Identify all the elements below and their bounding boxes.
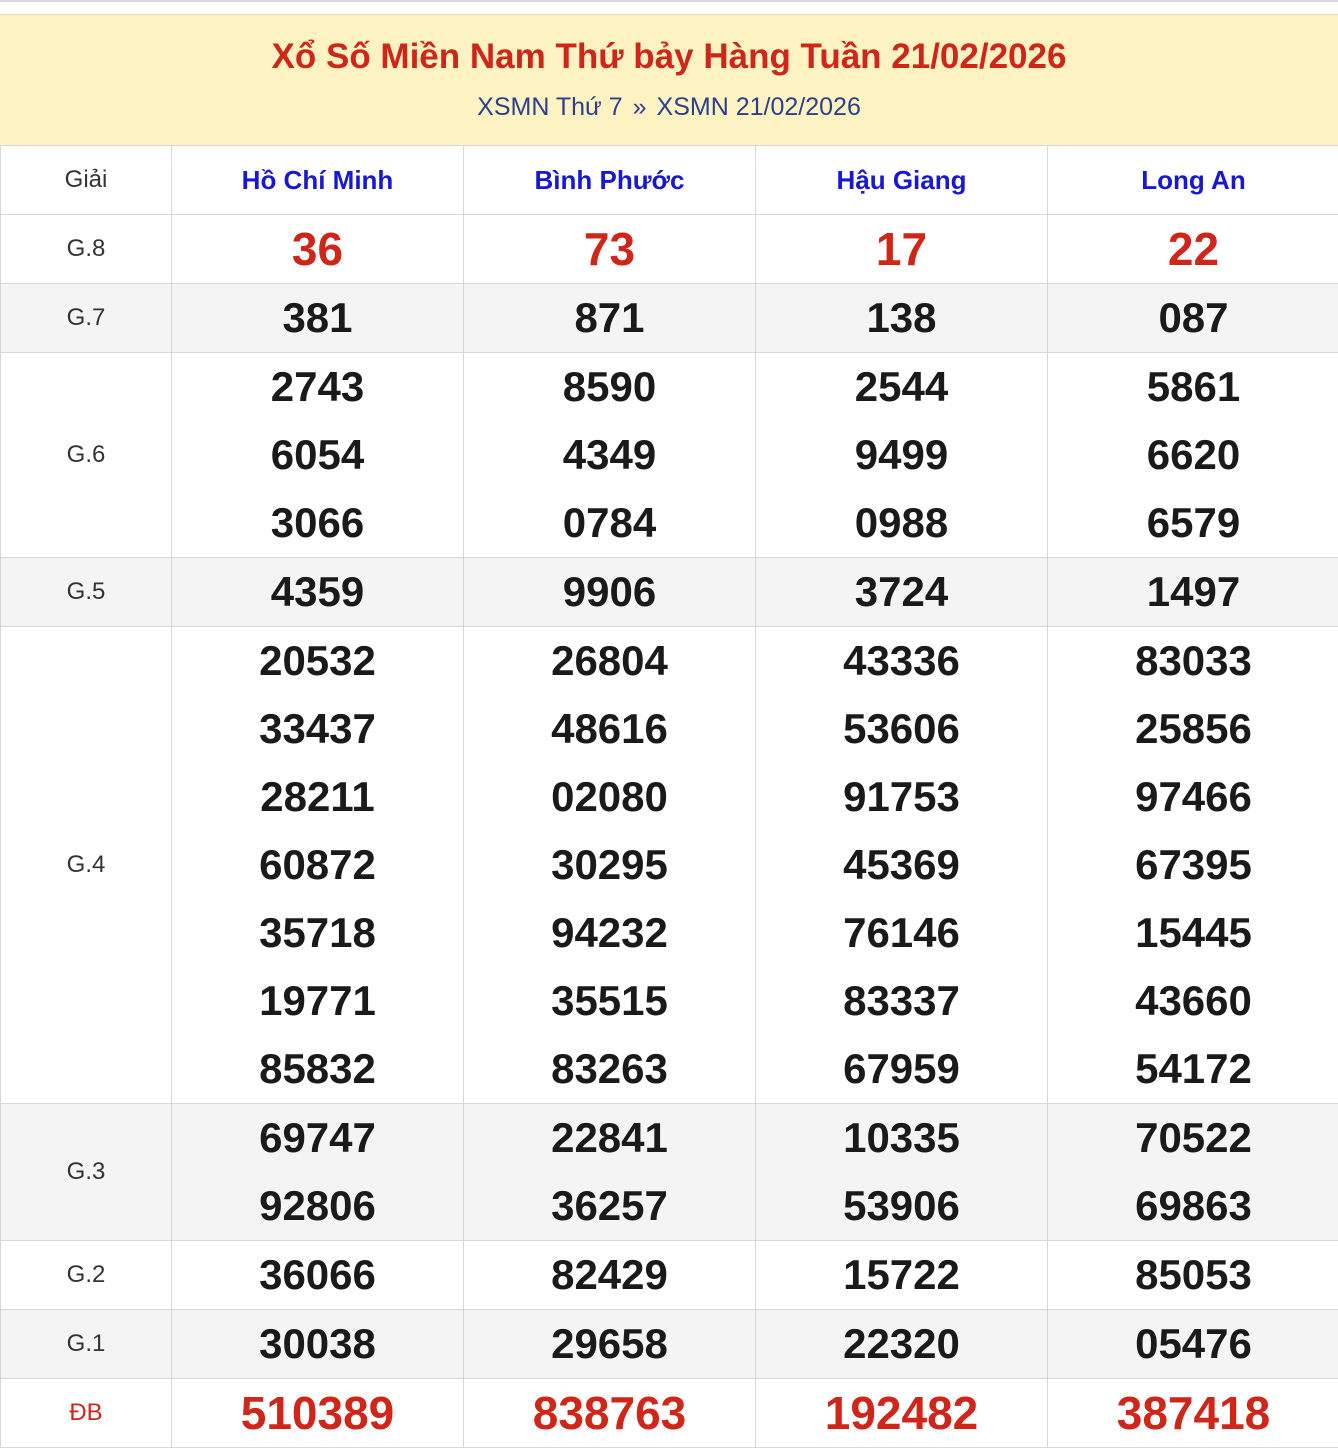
prize-number: 510389: [172, 1379, 463, 1447]
prize-number: 4349: [464, 421, 755, 489]
table-row: [1, 1379, 1338, 1448]
prize-cell: [756, 215, 1048, 284]
prize-number: 36: [172, 215, 463, 283]
page-title: Xổ Số Miền Nam Thứ bảy Hàng Tuần 21/02/2026: [0, 37, 1338, 77]
prize-cell: [756, 1241, 1048, 1310]
prize-number: 192482: [756, 1379, 1047, 1447]
prize-number: 73: [464, 215, 755, 283]
prize-cell: [172, 558, 464, 627]
prize-cell: [172, 215, 464, 284]
prize-number: 30038: [172, 1310, 463, 1378]
prize-cell: [1048, 215, 1338, 284]
prize-number: 28211: [172, 763, 463, 831]
results-table: [0, 145, 1338, 1448]
prize-number: 35718: [172, 899, 463, 967]
prize-number: 838763: [464, 1379, 755, 1447]
prize-cell: [464, 1310, 756, 1379]
prize-number: 82429: [464, 1241, 755, 1309]
prize-number: 22841: [464, 1104, 755, 1172]
prize-cell: [756, 1379, 1048, 1448]
prize-label: G.7: [1, 284, 172, 353]
prize-number: 6579: [1048, 489, 1338, 557]
prize-cell: [464, 353, 756, 558]
prize-number: 25856: [1048, 695, 1338, 763]
prize-label: G.5: [1, 558, 172, 627]
prize-number: 22320: [756, 1310, 1047, 1378]
prize-cell: [172, 284, 464, 353]
prize-cell: [172, 353, 464, 558]
prize-number: 3066: [172, 489, 463, 557]
prize-number: 381: [172, 284, 463, 352]
prize-number: 97466: [1048, 763, 1338, 831]
prize-number: 02080: [464, 763, 755, 831]
column-header-province[interactable]: Bình Phước: [464, 146, 756, 215]
prize-number: 2743: [172, 353, 463, 421]
prize-number: 3724: [756, 558, 1047, 626]
prize-number: 92806: [172, 1172, 463, 1240]
prize-number: 70522: [1048, 1104, 1338, 1172]
prize-number: 8590: [464, 353, 755, 421]
breadcrumb-link-date[interactable]: XSMN 21/02/2026: [657, 93, 861, 121]
prize-cell: [464, 627, 756, 1104]
prize-cell: [464, 558, 756, 627]
prize-number: 2544: [756, 353, 1047, 421]
prize-number: 67959: [756, 1035, 1047, 1103]
prize-cell: [1048, 558, 1338, 627]
prize-label: G.1: [1, 1310, 172, 1379]
prize-cell: [756, 1104, 1048, 1241]
prize-cell: [756, 353, 1048, 558]
prize-number: 15445: [1048, 899, 1338, 967]
prize-number: 6620: [1048, 421, 1338, 489]
prize-number: 67395: [1048, 831, 1338, 899]
prize-number: 36257: [464, 1172, 755, 1240]
prize-cell: [1048, 284, 1338, 353]
prize-cell: [1048, 1379, 1338, 1448]
prize-number: 85053: [1048, 1241, 1338, 1309]
prize-cell: [172, 1310, 464, 1379]
prize-number: 30295: [464, 831, 755, 899]
prize-label: G.3: [1, 1104, 172, 1241]
breadcrumb: [0, 93, 1338, 122]
prize-number: 54172: [1048, 1035, 1338, 1103]
prize-number: 17: [756, 215, 1047, 283]
table-row: [1, 627, 1338, 1104]
column-header-prize: Giải: [1, 146, 172, 215]
prize-cell: [1048, 627, 1338, 1104]
prize-number: 087: [1048, 284, 1338, 352]
results-header: [0, 14, 1338, 146]
prize-number: 43336: [756, 627, 1047, 695]
prize-number: 387418: [1048, 1379, 1338, 1447]
prize-cell: [464, 1379, 756, 1448]
prize-number: 15722: [756, 1241, 1047, 1309]
prize-number: 83263: [464, 1035, 755, 1103]
prize-number: 83337: [756, 967, 1047, 1035]
prize-cell: [464, 1241, 756, 1310]
prize-cell: [172, 1379, 464, 1448]
prize-cell: [464, 1104, 756, 1241]
prize-number: 4359: [172, 558, 463, 626]
prize-cell: [172, 1241, 464, 1310]
prize-cell: [756, 627, 1048, 1104]
prize-cell: [1048, 1241, 1338, 1310]
prize-cell: [756, 1310, 1048, 1379]
prize-label: G.2: [1, 1241, 172, 1310]
prize-number: 29658: [464, 1310, 755, 1378]
prize-number: 138: [756, 284, 1047, 352]
prize-number: 53906: [756, 1172, 1047, 1240]
column-header-province[interactable]: Long An: [1048, 146, 1338, 215]
prize-number: 05476: [1048, 1310, 1338, 1378]
prize-number: 6054: [172, 421, 463, 489]
prize-label: G.4: [1, 627, 172, 1104]
results-body: [1, 215, 1338, 1448]
prize-number: 0988: [756, 489, 1047, 557]
breadcrumb-link-weekday[interactable]: XSMN Thứ 7: [477, 93, 622, 121]
prize-label: ĐB: [1, 1379, 172, 1448]
prize-number: 871: [464, 284, 755, 352]
prize-number: 1497: [1048, 558, 1338, 626]
prize-number: 53606: [756, 695, 1047, 763]
table-row: [1, 1104, 1338, 1241]
prize-number: 91753: [756, 763, 1047, 831]
prize-number: 60872: [172, 831, 463, 899]
prize-number: 5861: [1048, 353, 1338, 421]
prize-number: 85832: [172, 1035, 463, 1103]
prize-label: G.8: [1, 215, 172, 284]
prize-number: 76146: [756, 899, 1047, 967]
prize-number: 83033: [1048, 627, 1338, 695]
breadcrumb-separator: »: [633, 93, 647, 121]
prize-cell: [1048, 1310, 1338, 1379]
prize-number: 26804: [464, 627, 755, 695]
prize-number: 33437: [172, 695, 463, 763]
prize-cell: [756, 284, 1048, 353]
prize-cell: [172, 627, 464, 1104]
prize-number: 0784: [464, 489, 755, 557]
prize-number: 36066: [172, 1241, 463, 1309]
column-header-province[interactable]: Hậu Giang: [756, 146, 1048, 215]
prize-cell: [1048, 353, 1338, 558]
prize-cell: [464, 215, 756, 284]
prize-number: 69747: [172, 1104, 463, 1172]
column-header-province[interactable]: Hồ Chí Minh: [172, 146, 464, 215]
prize-number: 43660: [1048, 967, 1338, 1035]
prize-number: 9499: [756, 421, 1047, 489]
prize-cell: [1048, 1104, 1338, 1241]
prize-label: G.6: [1, 353, 172, 558]
prize-number: 48616: [464, 695, 755, 763]
prize-number: 9906: [464, 558, 755, 626]
table-row: [1, 284, 1338, 353]
table-row: [1, 1241, 1338, 1310]
prize-number: 35515: [464, 967, 755, 1035]
prize-cell: [172, 1104, 464, 1241]
prize-number: 94232: [464, 899, 755, 967]
prize-number: 10335: [756, 1104, 1047, 1172]
prize-number: 19771: [172, 967, 463, 1035]
prize-number: 69863: [1048, 1172, 1338, 1240]
prize-number: 20532: [172, 627, 463, 695]
table-row: [1, 215, 1338, 284]
prize-cell: [756, 558, 1048, 627]
table-row: [1, 1310, 1338, 1379]
prize-number: 45369: [756, 831, 1047, 899]
prize-cell: [464, 284, 756, 353]
table-row: [1, 353, 1338, 558]
table-row: [1, 558, 1338, 627]
table-header-row: [1, 146, 1338, 215]
prize-number: 22: [1048, 215, 1338, 283]
